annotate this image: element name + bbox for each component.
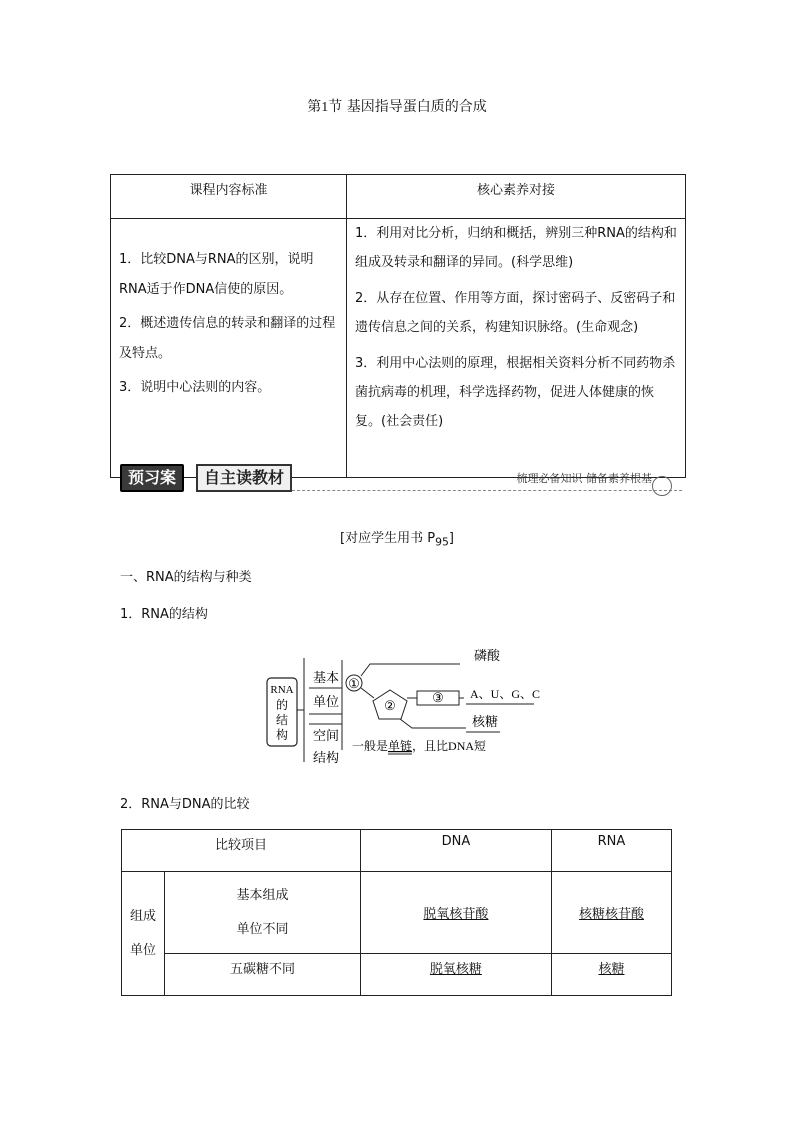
row-sugar-label: 五碳糖不同 — [165, 954, 361, 996]
preview-badge: 预习案 — [120, 464, 184, 492]
basic-unit-label: 基本 — [312, 670, 340, 685]
bases-label: A、U、G、C — [470, 687, 541, 701]
literacy-item: 1．利用对比分析，归纳和概括，辨别三种RNA的结构和组成及转录和翻译的异同。(科学思维) — [355, 226, 677, 270]
row-basic-unit-label — [165, 872, 361, 954]
standard-item: 3．说明中心法则的内容。 — [119, 380, 271, 395]
chain-description — [352, 739, 486, 753]
chain-answer: 单链 — [388, 739, 413, 753]
header-item: 比较项目 — [122, 830, 361, 872]
box-text: 结 — [275, 713, 289, 727]
title-prefix: 第 — [307, 99, 322, 115]
sugar-link — [361, 688, 374, 698]
ribose-label: 核糖 — [472, 714, 499, 729]
group-label: 单位 — [129, 942, 156, 958]
literacy-item: 3．利用中心法则的原理，根据相关资料分析不同药物杀菌抗病毒的机理，科学选择药物，促进人体健康的恢复。(社会责任) — [355, 356, 676, 429]
header-dna: DNA — [360, 830, 551, 872]
banner-slogan: 梳理必备知识 储备素养根基 — [516, 472, 652, 485]
row-label: 基本组成 — [236, 887, 289, 903]
standard-item: 1．比较DNA与RNA的区别，说明RNA适于作DNA信使的原因。 — [119, 252, 314, 297]
structure-label: 结构 — [312, 750, 340, 765]
rna-structure-diagram — [262, 640, 542, 770]
group-composition-unit — [122, 872, 165, 996]
group-label: 组成 — [129, 908, 156, 924]
banner-divider — [292, 490, 682, 491]
page-title — [0, 96, 794, 116]
box-text: RNA — [270, 684, 294, 696]
marker-1: ① — [348, 676, 360, 691]
header-course-standards: 课程内容标准 — [111, 175, 347, 219]
standard-item: 2．概述遗传信息的转录和翻译的过程及特点。 — [119, 316, 336, 361]
box-text: 的 — [275, 698, 289, 712]
rna-basic-unit: 核糖核苷酸 — [551, 872, 671, 954]
phosphate-label: 磷酸 — [474, 648, 501, 663]
course-standards-cell — [111, 219, 347, 478]
subsection-heading: 2．RNA与DNA的比较 — [120, 797, 250, 812]
box-text: 构 — [275, 728, 289, 742]
ref-page: 95 — [435, 535, 449, 549]
chain-pre: 一般是 — [352, 739, 389, 753]
header-rna: RNA — [551, 830, 671, 872]
structure-label: 空间 — [312, 728, 340, 743]
ref-text: [对应学生用书 P — [340, 531, 436, 546]
title-number: 1 — [321, 100, 329, 115]
rna-dna-compare-table — [121, 829, 672, 996]
dna-basic-unit: 脱氧核苷酸 — [360, 872, 551, 954]
subsection-heading: 1．RNA的结构 — [120, 607, 208, 622]
header-core-literacy: 核心素养对接 — [347, 175, 686, 219]
section-heading: 一、RNA的结构与种类 — [120, 570, 252, 585]
marker-3: ③ — [432, 690, 444, 705]
title-text: 节 基因指导蛋白质的合成 — [328, 99, 487, 115]
logo-icon — [652, 476, 672, 496]
dna-sugar: 脱氧核糖 — [360, 954, 551, 996]
literacy-item: 2．从存在位置、作用等方面，探讨密码子、反密码子和遗传信息之间的关系，构建知识脉络。(生命观念) — [355, 291, 676, 335]
row-label: 单位不同 — [236, 921, 289, 937]
basic-unit-label: 单位 — [312, 694, 340, 709]
rna-sugar: 核糖 — [551, 954, 671, 996]
marker-2: ② — [384, 698, 396, 713]
chain-post: ，且比DNA短 — [412, 739, 487, 753]
ribose-link — [400, 719, 466, 728]
phosphate-link — [361, 664, 460, 676]
core-literacy-cell — [347, 219, 686, 478]
section-banner — [120, 464, 682, 492]
standards-table — [110, 174, 686, 478]
ref-close: ] — [448, 531, 454, 546]
page-reference — [0, 527, 794, 549]
self-study-badge: 自主读教材 — [196, 464, 292, 492]
